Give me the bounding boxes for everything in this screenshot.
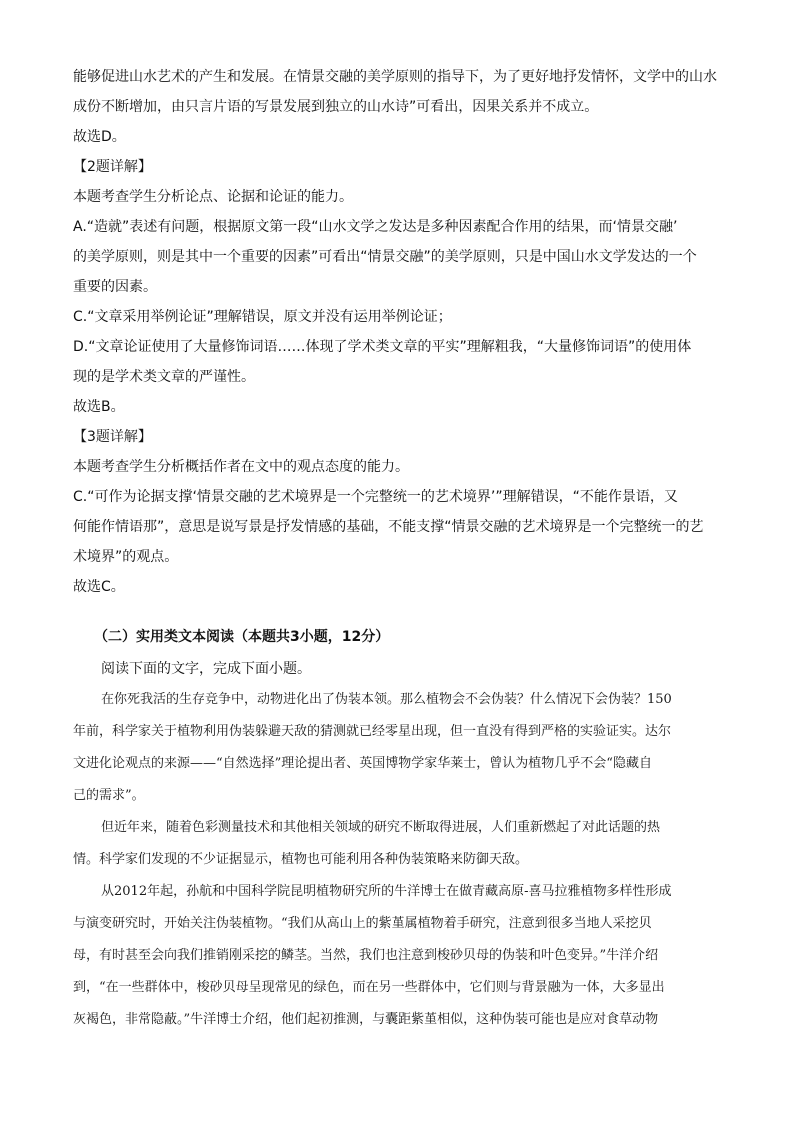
- section-title: （二）实用类文本阅读（本题共3小题，12分）: [94, 629, 390, 645]
- text-line: C.“文章采用举例论证”理解错误，原文并没有运用举例论证；: [73, 309, 452, 325]
- reading-passage: [73, 684, 723, 1036]
- answer-conclusion: 故选D。: [73, 129, 126, 145]
- text-line: 现的是学术类文章的严谨性。: [73, 369, 255, 385]
- text-line: 本题考查学生分析概括作者在文中的观点态度的能力。: [73, 459, 409, 475]
- answer-block-q3: [73, 422, 723, 602]
- text-line: 成份不断增加，由只言片语的写景发展到独立的山水诗”可看出，因果关系并不成立。: [73, 99, 599, 115]
- passage-line: 己的需求”。: [73, 788, 145, 803]
- reading-instruction: 阅读下面的文字，完成下面小题。: [101, 661, 311, 677]
- passage-line: 在你死我活的生存竞争中，动物进化出了伪装本领。那么植物会不会伪装？什么情况下会伪装？150: [101, 692, 672, 707]
- passage-line: 到，“在一些群体中，梭砂贝母呈现常见的绿色，而在另一些群体中，它们则与背景融为一体，大多显出: [73, 980, 665, 995]
- text-line: 能够促进山水艺术的产生和发展。在情景交融的美学原则的指导下，为了更好地抒发情怀，文学中的山水: [73, 69, 717, 85]
- text-line: 的美学原则，则是其中一个重要的因素”可看出“情景交融”的美学原则，只是中国山水文学发达的一个: [73, 249, 697, 265]
- answer-block-q1: [73, 62, 723, 152]
- text-line: 何能作情语那”，意思是说写景是抒发情感的基础，不能支撑“情景交融的艺术境界是一个完整统一的艺: [73, 519, 704, 535]
- passage-line: 灰褐色，非常隐蔽。”牛洋博士介绍，他们起初推测，与囊距紫堇相似，这种伪装可能也是应对食草动物: [73, 1012, 659, 1027]
- text-line: A.“造就”表述有问题，根据原文第一段“山水文学之发达是多种因素配合作用的结果，而‘情景交融’: [73, 219, 678, 235]
- passage-line: 年前，科学家关于植物利用伪装躲避天敌的猜测就已经零星出现，但一直没有得到严格的实验证实。达尔: [73, 724, 672, 739]
- text-line: 重要的因素。: [73, 279, 157, 295]
- passage-line: 但近年来，随着色彩测量技术和其他相关领域的研究不断取得进展，人们重新燃起了对此话题的热: [101, 820, 661, 835]
- answer-block-q2: [73, 152, 723, 422]
- passage-line: 情。科学家们发现的不少证据显示，植物也可能利用各种伪装策略来防御天敌。: [73, 852, 529, 867]
- question-heading: 【3题详解】: [73, 429, 152, 445]
- passage-line: 与演变研究时，开始关注伪装植物。“我们从高山上的紫堇属植物着手研究，注意到很多当地人采挖贝: [73, 916, 652, 931]
- question-heading: 【2题详解】: [73, 159, 152, 175]
- text-line: 术境界”的观点。: [73, 549, 179, 565]
- text-line: C.“可作为论据支撑‘情景交融的艺术境界是一个完整统一的艺术境界’”理解错误，“不能作景语，又: [73, 489, 678, 505]
- passage-line: 文进化论观点的来源——“自然选择”理论提出者、英国博物学家华莱士，曾认为植物几乎不会“隐藏自: [73, 756, 652, 771]
- answer-conclusion: 故选B。: [73, 399, 125, 415]
- passage-line: 从2012年起，孙航和中国科学院昆明植物研究所的牛洋博士在做青藏高原-喜马拉雅植物多样性形成: [101, 884, 672, 899]
- passage-line: 母，有时甚至会向我们推销刚采挖的鳞茎。当然，我们也注意到梭砂贝母的伪装和叶色变异。”牛洋介绍: [73, 948, 659, 963]
- answer-conclusion: 故选C。: [73, 579, 125, 595]
- text-line: 本题考查学生分析论点、论据和论证的能力。: [73, 189, 353, 205]
- text-line: D.“文章论证使用了大量修饰词语……体现了学术类文章的平实”理解粗我，“大量修饰词语”的使用体: [73, 339, 692, 355]
